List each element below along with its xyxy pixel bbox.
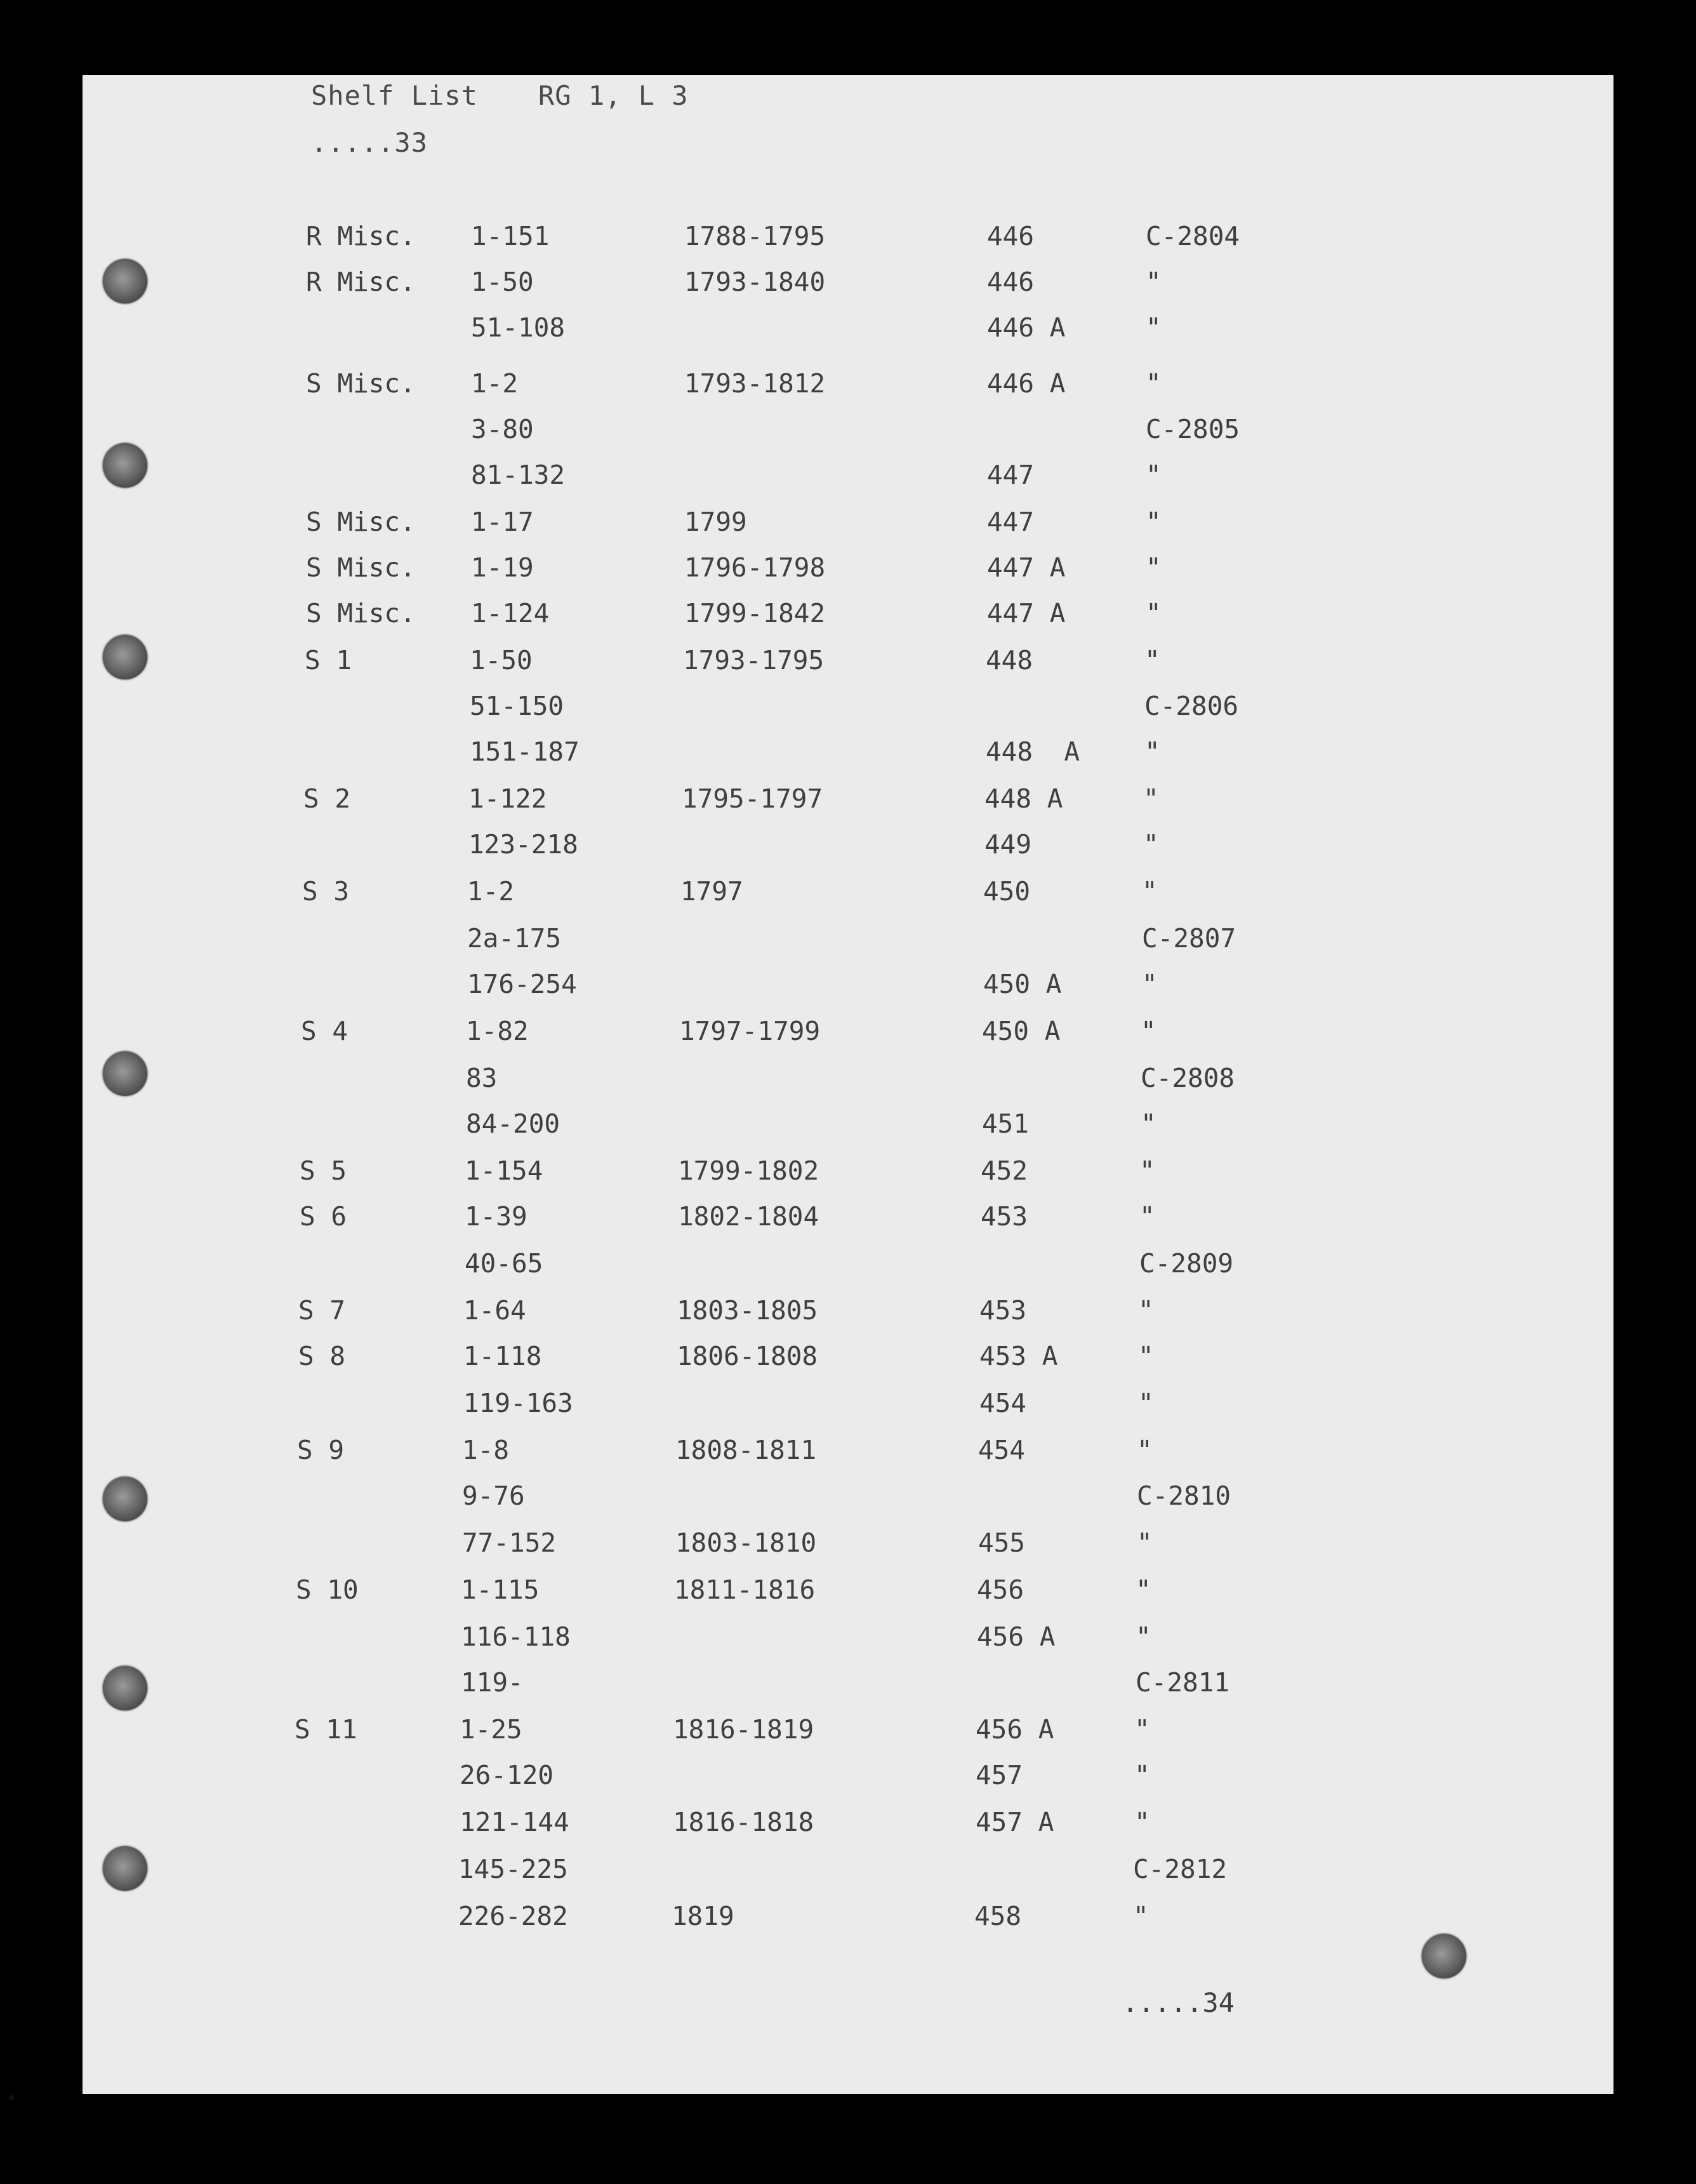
volume-cell: 448: [986, 645, 1033, 676]
reel-cell: C-2810: [1137, 1481, 1231, 1511]
table-row: [83, 368, 1613, 406]
reel-cell: C-2805: [1146, 414, 1240, 444]
table-row: [80, 783, 1611, 822]
volume-cell: 448 A: [984, 783, 1063, 814]
table-row: [77, 1016, 1608, 1054]
volume-cell: 453: [979, 1295, 1027, 1326]
dates-cell: 1795-1797: [682, 783, 823, 814]
table-row: [75, 1341, 1606, 1379]
reel-cell: ": [1142, 876, 1158, 907]
volume-cell: 446 A: [987, 312, 1066, 343]
dates-cell: 1793-1812: [684, 368, 826, 399]
table-row: [72, 1621, 1603, 1660]
table-row: [72, 1575, 1603, 1613]
table-row: [79, 876, 1610, 914]
table-row: [83, 414, 1613, 452]
numbers-cell: 1-118: [463, 1341, 542, 1371]
volume-cell: 446: [987, 267, 1035, 297]
table-row: [83, 221, 1613, 259]
reel-cell: ": [1136, 1575, 1151, 1605]
series-cell: S 1: [305, 645, 352, 676]
dates-cell: 1819: [672, 1901, 734, 1931]
volume-cell: 453: [981, 1201, 1028, 1232]
reel-cell: ": [1139, 1155, 1155, 1186]
volume-cell: 446 A: [987, 368, 1066, 399]
series-cell: S 8: [298, 1341, 346, 1371]
table-row: [76, 1155, 1607, 1194]
numbers-cell: 1-50: [470, 645, 533, 676]
table-row: [79, 969, 1610, 1007]
reel-cell: ": [1138, 1388, 1154, 1418]
dates-cell: 1799-1842: [684, 598, 826, 629]
volume-cell: 448 A: [986, 736, 1080, 767]
numbers-cell: 83: [466, 1063, 498, 1093]
series-cell: S 11: [295, 1714, 357, 1745]
series-cell: R Misc.: [306, 267, 416, 297]
numbers-cell: 1-2: [467, 876, 515, 907]
numbers-cell: 1-82: [466, 1016, 529, 1046]
reel-cell: C-2806: [1144, 691, 1239, 721]
volume-cell: 456 A: [976, 1714, 1054, 1745]
volume-cell: 450: [983, 876, 1031, 907]
numbers-cell: 1-17: [471, 507, 534, 537]
volume-cell: 447: [987, 460, 1035, 490]
table-row: [76, 1201, 1607, 1239]
numbers-cell: 1-64: [463, 1295, 526, 1326]
table-row: [79, 923, 1610, 961]
numbers-cell: 1-154: [465, 1155, 543, 1186]
reel-cell: ": [1134, 1807, 1150, 1837]
table-row: [70, 1901, 1601, 1939]
reel-cell: C-2811: [1136, 1667, 1230, 1698]
numbers-cell: 1-39: [465, 1201, 527, 1232]
series-cell: S 2: [303, 783, 351, 814]
series-cell: S 7: [298, 1295, 346, 1326]
dates-cell: 1793-1840: [684, 267, 826, 297]
reel-cell: ": [1146, 460, 1162, 490]
numbers-cell: 176-254: [467, 969, 577, 999]
table-row: [81, 691, 1612, 729]
table-row: [75, 1295, 1606, 1333]
numbers-cell: 1-124: [471, 598, 550, 629]
next-page-ref: .....34: [1122, 1987, 1235, 2018]
table-row: [77, 1109, 1608, 1147]
table-row: [70, 1854, 1601, 1892]
reel-cell: ": [1146, 267, 1162, 297]
record-group-label: RG 1, L 3: [538, 80, 689, 111]
table-row: [83, 267, 1613, 305]
numbers-cell: 119-: [461, 1667, 524, 1698]
table-row: [71, 1807, 1602, 1845]
volume-cell: 455: [978, 1528, 1026, 1558]
volume-cell: 454: [978, 1435, 1026, 1465]
numbers-cell: 119-163: [463, 1388, 573, 1418]
table-row: [76, 1248, 1607, 1286]
numbers-cell: 9-76: [462, 1481, 525, 1511]
volume-cell: 449: [984, 829, 1032, 860]
dates-cell: 1803-1810: [675, 1528, 817, 1558]
table-row: [74, 1481, 1605, 1519]
numbers-cell: 116-118: [461, 1621, 571, 1652]
reel-cell: ": [1134, 1714, 1150, 1745]
volume-cell: 446: [987, 221, 1035, 251]
reel-cell: ": [1143, 829, 1159, 860]
table-row: [72, 1667, 1603, 1705]
reel-cell: ": [1137, 1435, 1153, 1465]
series-cell: S Misc.: [306, 507, 416, 537]
dates-cell: 1788-1795: [684, 221, 826, 251]
numbers-cell: 1-25: [460, 1714, 522, 1745]
reel-cell: ": [1138, 1341, 1154, 1371]
numbers-cell: 1-19: [471, 552, 534, 583]
shelf-list-title: Shelf List: [311, 80, 478, 111]
numbers-cell: 121-144: [460, 1807, 569, 1837]
volume-cell: 453 A: [979, 1341, 1058, 1371]
numbers-cell: 51-108: [471, 312, 566, 343]
reel-cell: C-2808: [1141, 1063, 1235, 1093]
reel-cell: ": [1142, 969, 1158, 999]
table-row: [75, 1388, 1606, 1426]
series-cell: S Misc.: [306, 552, 416, 583]
dates-cell: 1816-1818: [673, 1807, 814, 1837]
table-row: [83, 552, 1613, 590]
series-cell: R Misc.: [306, 221, 416, 251]
dates-cell: 1816-1819: [673, 1714, 814, 1745]
series-cell: S Misc.: [306, 598, 416, 629]
table-row: [74, 1528, 1605, 1566]
reel-cell: ": [1146, 312, 1162, 343]
volume-cell: 447 A: [987, 598, 1066, 629]
reel-cell: ": [1146, 598, 1162, 629]
series-cell: S 3: [302, 876, 350, 907]
volume-cell: 457: [976, 1760, 1023, 1790]
table-row: [74, 1435, 1605, 1473]
table-row: [83, 598, 1613, 636]
series-cell: S Misc.: [306, 368, 416, 399]
numbers-cell: 2a-175: [467, 923, 562, 954]
punch-hole-8: [1422, 1934, 1466, 1978]
dates-cell: 1806-1808: [677, 1341, 818, 1371]
series-cell: S 4: [301, 1016, 348, 1046]
numbers-cell: 1-50: [471, 267, 534, 297]
table-row: [83, 312, 1613, 350]
table-row: [81, 736, 1612, 775]
table-row: [71, 1760, 1602, 1798]
volume-cell: 447: [987, 507, 1035, 537]
reel-cell: ": [1139, 1201, 1155, 1232]
numbers-cell: 26-120: [460, 1760, 554, 1790]
numbers-cell: 84-200: [466, 1109, 560, 1139]
volume-cell: 452: [981, 1155, 1028, 1186]
numbers-cell: 1-151: [471, 221, 550, 251]
numbers-cell: 51-150: [470, 691, 564, 721]
numbers-cell: 123-218: [468, 829, 578, 860]
volume-cell: 458: [974, 1901, 1022, 1931]
reel-cell: ": [1146, 368, 1162, 399]
numbers-cell: 1-8: [462, 1435, 510, 1465]
table-row: [77, 1063, 1608, 1101]
volume-cell: 457 A: [976, 1807, 1054, 1837]
reel-cell: ": [1143, 783, 1159, 814]
reel-cell: ": [1133, 1901, 1149, 1931]
dates-cell: 1803-1805: [677, 1295, 818, 1326]
table-row: [80, 829, 1611, 867]
dates-cell: 1796-1798: [684, 552, 826, 583]
reel-cell: ": [1141, 1109, 1156, 1139]
numbers-cell: 81-132: [471, 460, 566, 490]
reel-cell: ": [1134, 1760, 1150, 1790]
dates-cell: 1811-1816: [674, 1575, 816, 1605]
dates-cell: 1793-1795: [683, 645, 825, 676]
dates-cell: 1797: [680, 876, 743, 907]
series-cell: S 5: [300, 1155, 347, 1186]
dates-cell: 1802-1804: [678, 1201, 819, 1232]
reel-cell: ": [1146, 552, 1162, 583]
reel-cell: ": [1141, 1016, 1156, 1046]
numbers-cell: 1-2: [471, 368, 519, 399]
document-page: [83, 75, 1613, 2094]
volume-cell: 456: [977, 1575, 1024, 1605]
dates-cell: 1799: [684, 507, 747, 537]
table-row: [83, 507, 1613, 545]
series-cell: S 9: [297, 1435, 345, 1465]
reel-cell: ": [1138, 1295, 1154, 1326]
reel-cell: C-2812: [1133, 1854, 1228, 1884]
reel-cell: ": [1144, 645, 1160, 676]
numbers-cell: 1-122: [468, 783, 547, 814]
table-row: [81, 645, 1612, 683]
volume-cell: 451: [982, 1109, 1030, 1139]
reel-cell: ": [1136, 1621, 1151, 1652]
volume-cell: 456 A: [977, 1621, 1056, 1652]
previous-page-ref: .....33: [311, 127, 428, 158]
dates-cell: 1799-1802: [678, 1155, 819, 1186]
numbers-cell: 40-65: [465, 1248, 543, 1279]
dates-cell: 1797-1799: [679, 1016, 821, 1046]
numbers-cell: 77-152: [462, 1528, 557, 1558]
numbers-cell: 145-225: [458, 1854, 568, 1884]
volume-cell: 450 A: [982, 1016, 1061, 1046]
reel-cell: C-2809: [1139, 1248, 1234, 1279]
volume-cell: 454: [979, 1388, 1027, 1418]
numbers-cell: 151-187: [470, 736, 580, 767]
table-row: [71, 1714, 1602, 1752]
volume-cell: 447 A: [987, 552, 1066, 583]
scan-speck: [9, 2095, 14, 2100]
numbers-cell: 3-80: [471, 414, 534, 444]
reel-cell: C-2807: [1142, 923, 1236, 954]
reel-cell: C-2804: [1146, 221, 1240, 251]
numbers-cell: 226-282: [458, 1901, 568, 1931]
table-row: [83, 460, 1613, 498]
reel-cell: ": [1137, 1528, 1153, 1558]
series-cell: S 10: [296, 1575, 359, 1605]
series-cell: S 6: [300, 1201, 347, 1232]
volume-cell: 450 A: [983, 969, 1062, 999]
dates-cell: 1808-1811: [675, 1435, 817, 1465]
reel-cell: ": [1144, 736, 1160, 767]
reel-cell: ": [1146, 507, 1162, 537]
numbers-cell: 1-115: [461, 1575, 540, 1605]
